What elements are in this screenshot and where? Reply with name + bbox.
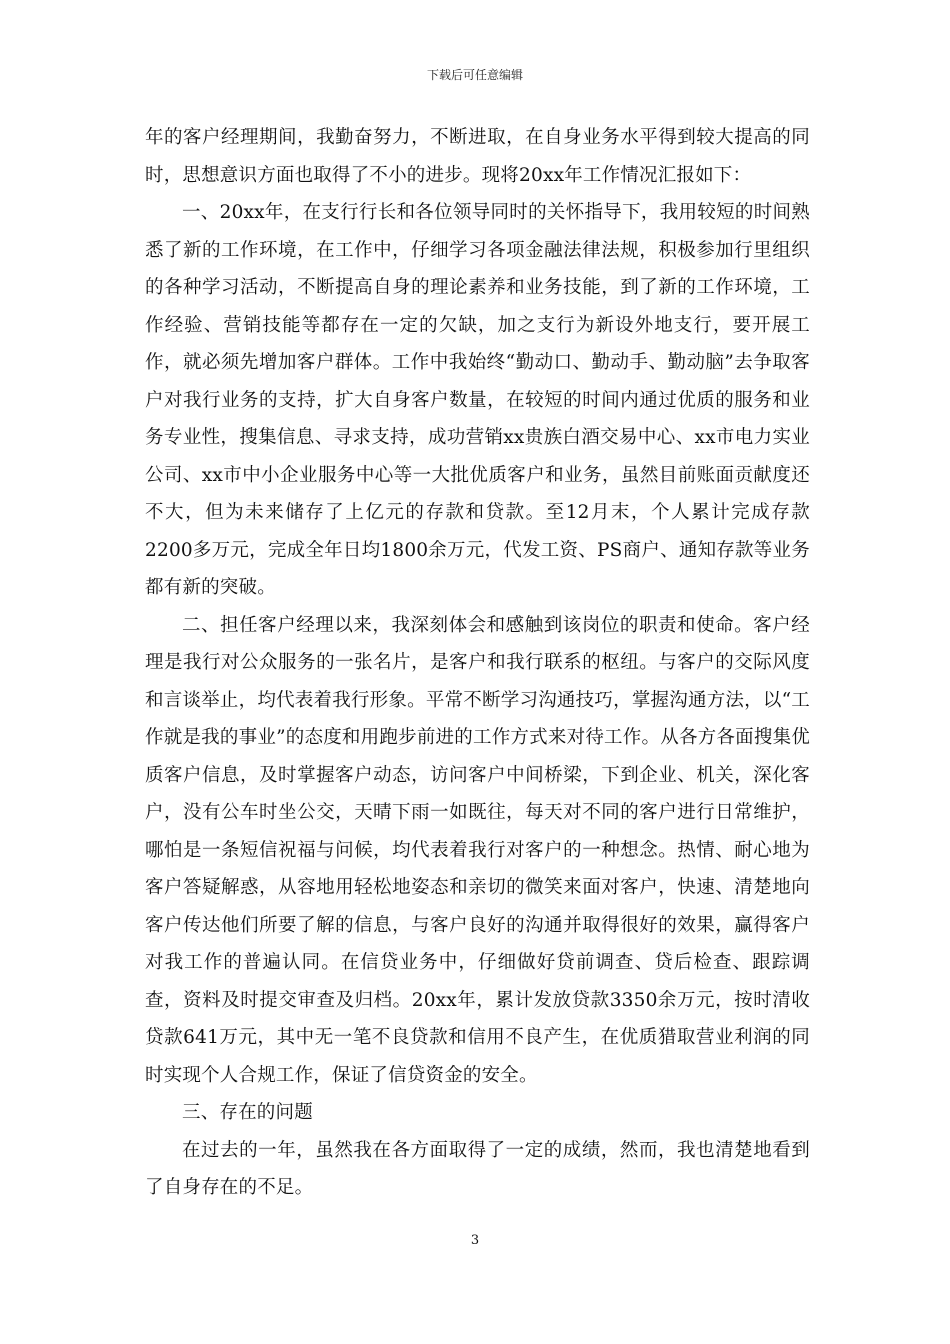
paragraph-intro-continuation: 年的客户经理期间，我勤奋努力，不断进取，在自身业务水平得到较大提高的同时，思想意识方面也取得了不小的进步。现将20xx年工作情况汇报如下：: [145, 127, 810, 186]
page-header-note: 下载后可任意编辑: [426, 68, 523, 82]
page-number: 3: [470, 1233, 480, 1248]
paragraph-section-two: 二、担任客户经理以来，我深刻体会和感触到该岗位的职责和使命。客户经理是我行对公众服务的一张名片，是客户和我行联系的枢纽。与客户的交际风度和言谈举止，均代表着我行形象。平常不断学习沟通技巧，掌握沟通方法，以“工作就是我的事业”的态度和用跑步前进的工作方式来对待工作。从各方各面搜集优质客户信息，及时掌握客户动态，访问客户中间桥梁，下到企业、机关，深化客户，没有公车时坐公交，天晴下雨一如既往，每天对不同的客户进行日常维护，哪怕是一条短信祝福与问候，均代表着我行对客户的一种想念。热情、耐心地为客户答疑解惑，从容地用轻松地姿态和亲切的微笑来面对客户，快速、清楚地向客户传达他们所要了解的信息，与客户良好的沟通并取得很好的效果，赢得客户对我工作的普遍认同。在信贷业务中，仔细做好贷前调查、贷后检查、跟踪调查，资料及时提交审查及归档。20xx年，累计发放贷款3350余万元，按时清收贷款641万元，其中无一笔不良贷款和信用不良产生，在优质猎取营业利润的同时实现个人合规工作，保证了信贷资金的安全。: [145, 614, 810, 1086]
paragraph-section-one: 一、20xx年，在支行行长和各位领导同时的关怀指导下，我用较短的时间熟悉了新的工作环境，在工作中，仔细学习各项金融法律法规，积极参加行里组织的各种学习活动，不断提高自身的理论素养和业务技能，到了新的工作环境，工作经验、营销技能等都存在一定的欠缺，加之支行为新设外地支行，要开展工作，就必须先增加客户群体。工作中我始终“勤动口、勤动手、勤动脑”去争取客户对我行业务的支持，扩大自身客户数量，在较短的时间内通过优质的服务和业务专业性，搜集信息、寻求支持，成功营销xx贵族白酒交易中心、xx市电力实业公司、xx市中小企业服务中心等一大批优质客户和业务，虽然目前账面贡献度还不大，但为未来储存了上亿元的存款和贷款。至12月末，个人累计完成存款2200多万元，完成全年日均1800余万元，代发工资、PS商户、通知存款等业务都有新的突破。: [145, 202, 810, 598]
section-heading-problems: 三、存在的问题: [182, 1102, 313, 1123]
document-body: [145, 119, 810, 1207]
paragraph-problems-intro: 在过去的一年，虽然我在各方面取得了一定的成绩，然而，我也清楚地看到了自身存在的不足。: [145, 1139, 810, 1198]
